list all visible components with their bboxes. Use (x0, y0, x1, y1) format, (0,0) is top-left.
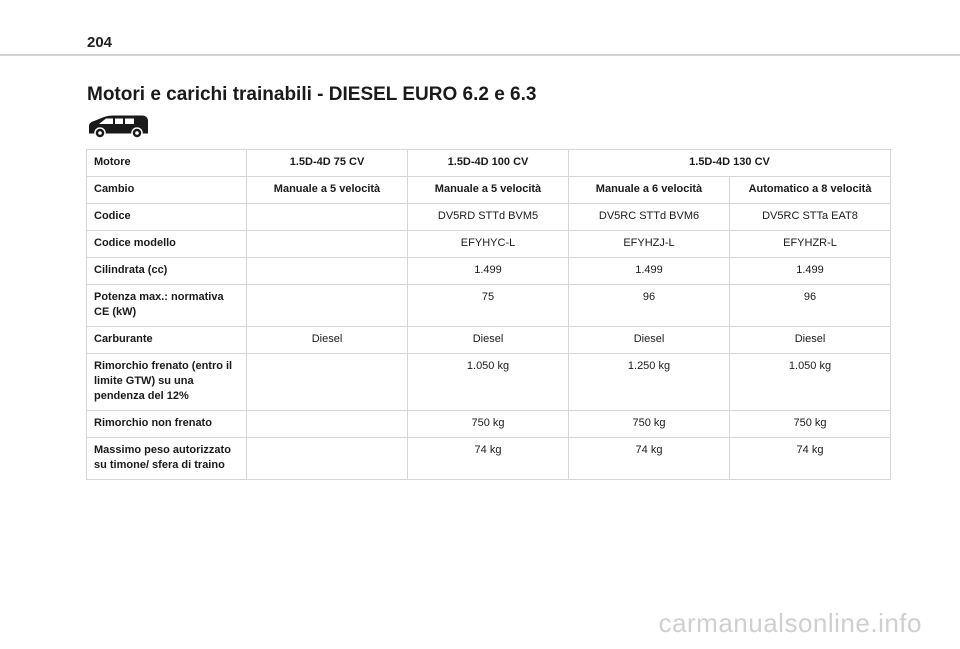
table-cell: 1.499 (569, 258, 730, 285)
table-cell: DV5RC STTa EAT8 (730, 204, 891, 231)
table-cell: EFYHYC-L (408, 231, 569, 258)
table-row (87, 204, 891, 231)
table-cell (247, 231, 408, 258)
page-title: Motori e carichi trainabili - DIESEL EURO 6.2 e 6.3 (87, 84, 537, 105)
table-cell: 750 kg (408, 411, 569, 438)
engine-spec-table (86, 149, 891, 480)
table-cell: 1.250 kg (569, 354, 730, 411)
table-cell: 74 kg (730, 438, 891, 480)
table-cell: 1.050 kg (408, 354, 569, 411)
table-cell: 75 (408, 285, 569, 327)
table-cell (247, 258, 408, 285)
table-row-label: Rimorchio frenato (entro il limite GTW) su una pendenza del 12% (87, 354, 247, 411)
table-cell: Manuale a 6 velocità (569, 177, 730, 204)
table-cell: Diesel (408, 327, 569, 354)
table-row-label: Potenza max.: normativa CE (kW) (87, 285, 247, 327)
table-cell (247, 354, 408, 411)
table-cell: Diesel (569, 327, 730, 354)
page-number: 204 (87, 34, 113, 51)
table-row-label: Codice (87, 204, 247, 231)
table-row-label: Carburante (87, 327, 247, 354)
table-cell: DV5RD STTd BVM5 (408, 204, 569, 231)
table-row (87, 327, 891, 354)
table-cell (247, 438, 408, 480)
table-row-label: Codice modello (87, 231, 247, 258)
table-cell: DV5RC STTd BVM6 (569, 204, 730, 231)
table-cell: Manuale a 5 velocità (408, 177, 569, 204)
table-cell (247, 204, 408, 231)
table-row-label: Massimo peso autorizzato su timone/ sfera di traino (87, 438, 247, 480)
table-row-label: Rimorchio non frenato (87, 411, 247, 438)
table-header-cell: 1.5D-4D 100 CV (408, 150, 569, 177)
van-icon (86, 113, 150, 139)
table-row (87, 231, 891, 258)
table-header-cell: Motore (87, 150, 247, 177)
table-cell: 1.499 (408, 258, 569, 285)
table-cell (247, 411, 408, 438)
table-cell: Diesel (730, 327, 891, 354)
table-row (87, 354, 891, 411)
table-row-label: Cilindrata (cc) (87, 258, 247, 285)
table-cell: Manuale a 5 velocità (247, 177, 408, 204)
table-cell: 1.050 kg (730, 354, 891, 411)
table-cell: 96 (569, 285, 730, 327)
table-header-row (87, 150, 891, 177)
table-cell (247, 285, 408, 327)
table-cell: 96 (730, 285, 891, 327)
table-row (87, 177, 891, 204)
table-cell: 74 kg (408, 438, 569, 480)
table-cell: 74 kg (569, 438, 730, 480)
table-row-label: Cambio (87, 177, 247, 204)
table-cell: 750 kg (730, 411, 891, 438)
table-header-cell: 1.5D-4D 75 CV (247, 150, 408, 177)
table-cell: Automatico a 8 velocità (730, 177, 891, 204)
table-cell: EFYHZJ-L (569, 231, 730, 258)
table-row (87, 285, 891, 327)
table-row (87, 258, 891, 285)
table-row (87, 411, 891, 438)
table-cell: 750 kg (569, 411, 730, 438)
table-cell: 1.499 (730, 258, 891, 285)
table-header-cell: 1.5D-4D 130 CV (569, 150, 891, 177)
table-row (87, 438, 891, 480)
watermark: carmanualsonline.info (658, 608, 922, 638)
header-divider (0, 54, 960, 56)
table-cell: EFYHZR-L (730, 231, 891, 258)
table-cell: Diesel (247, 327, 408, 354)
